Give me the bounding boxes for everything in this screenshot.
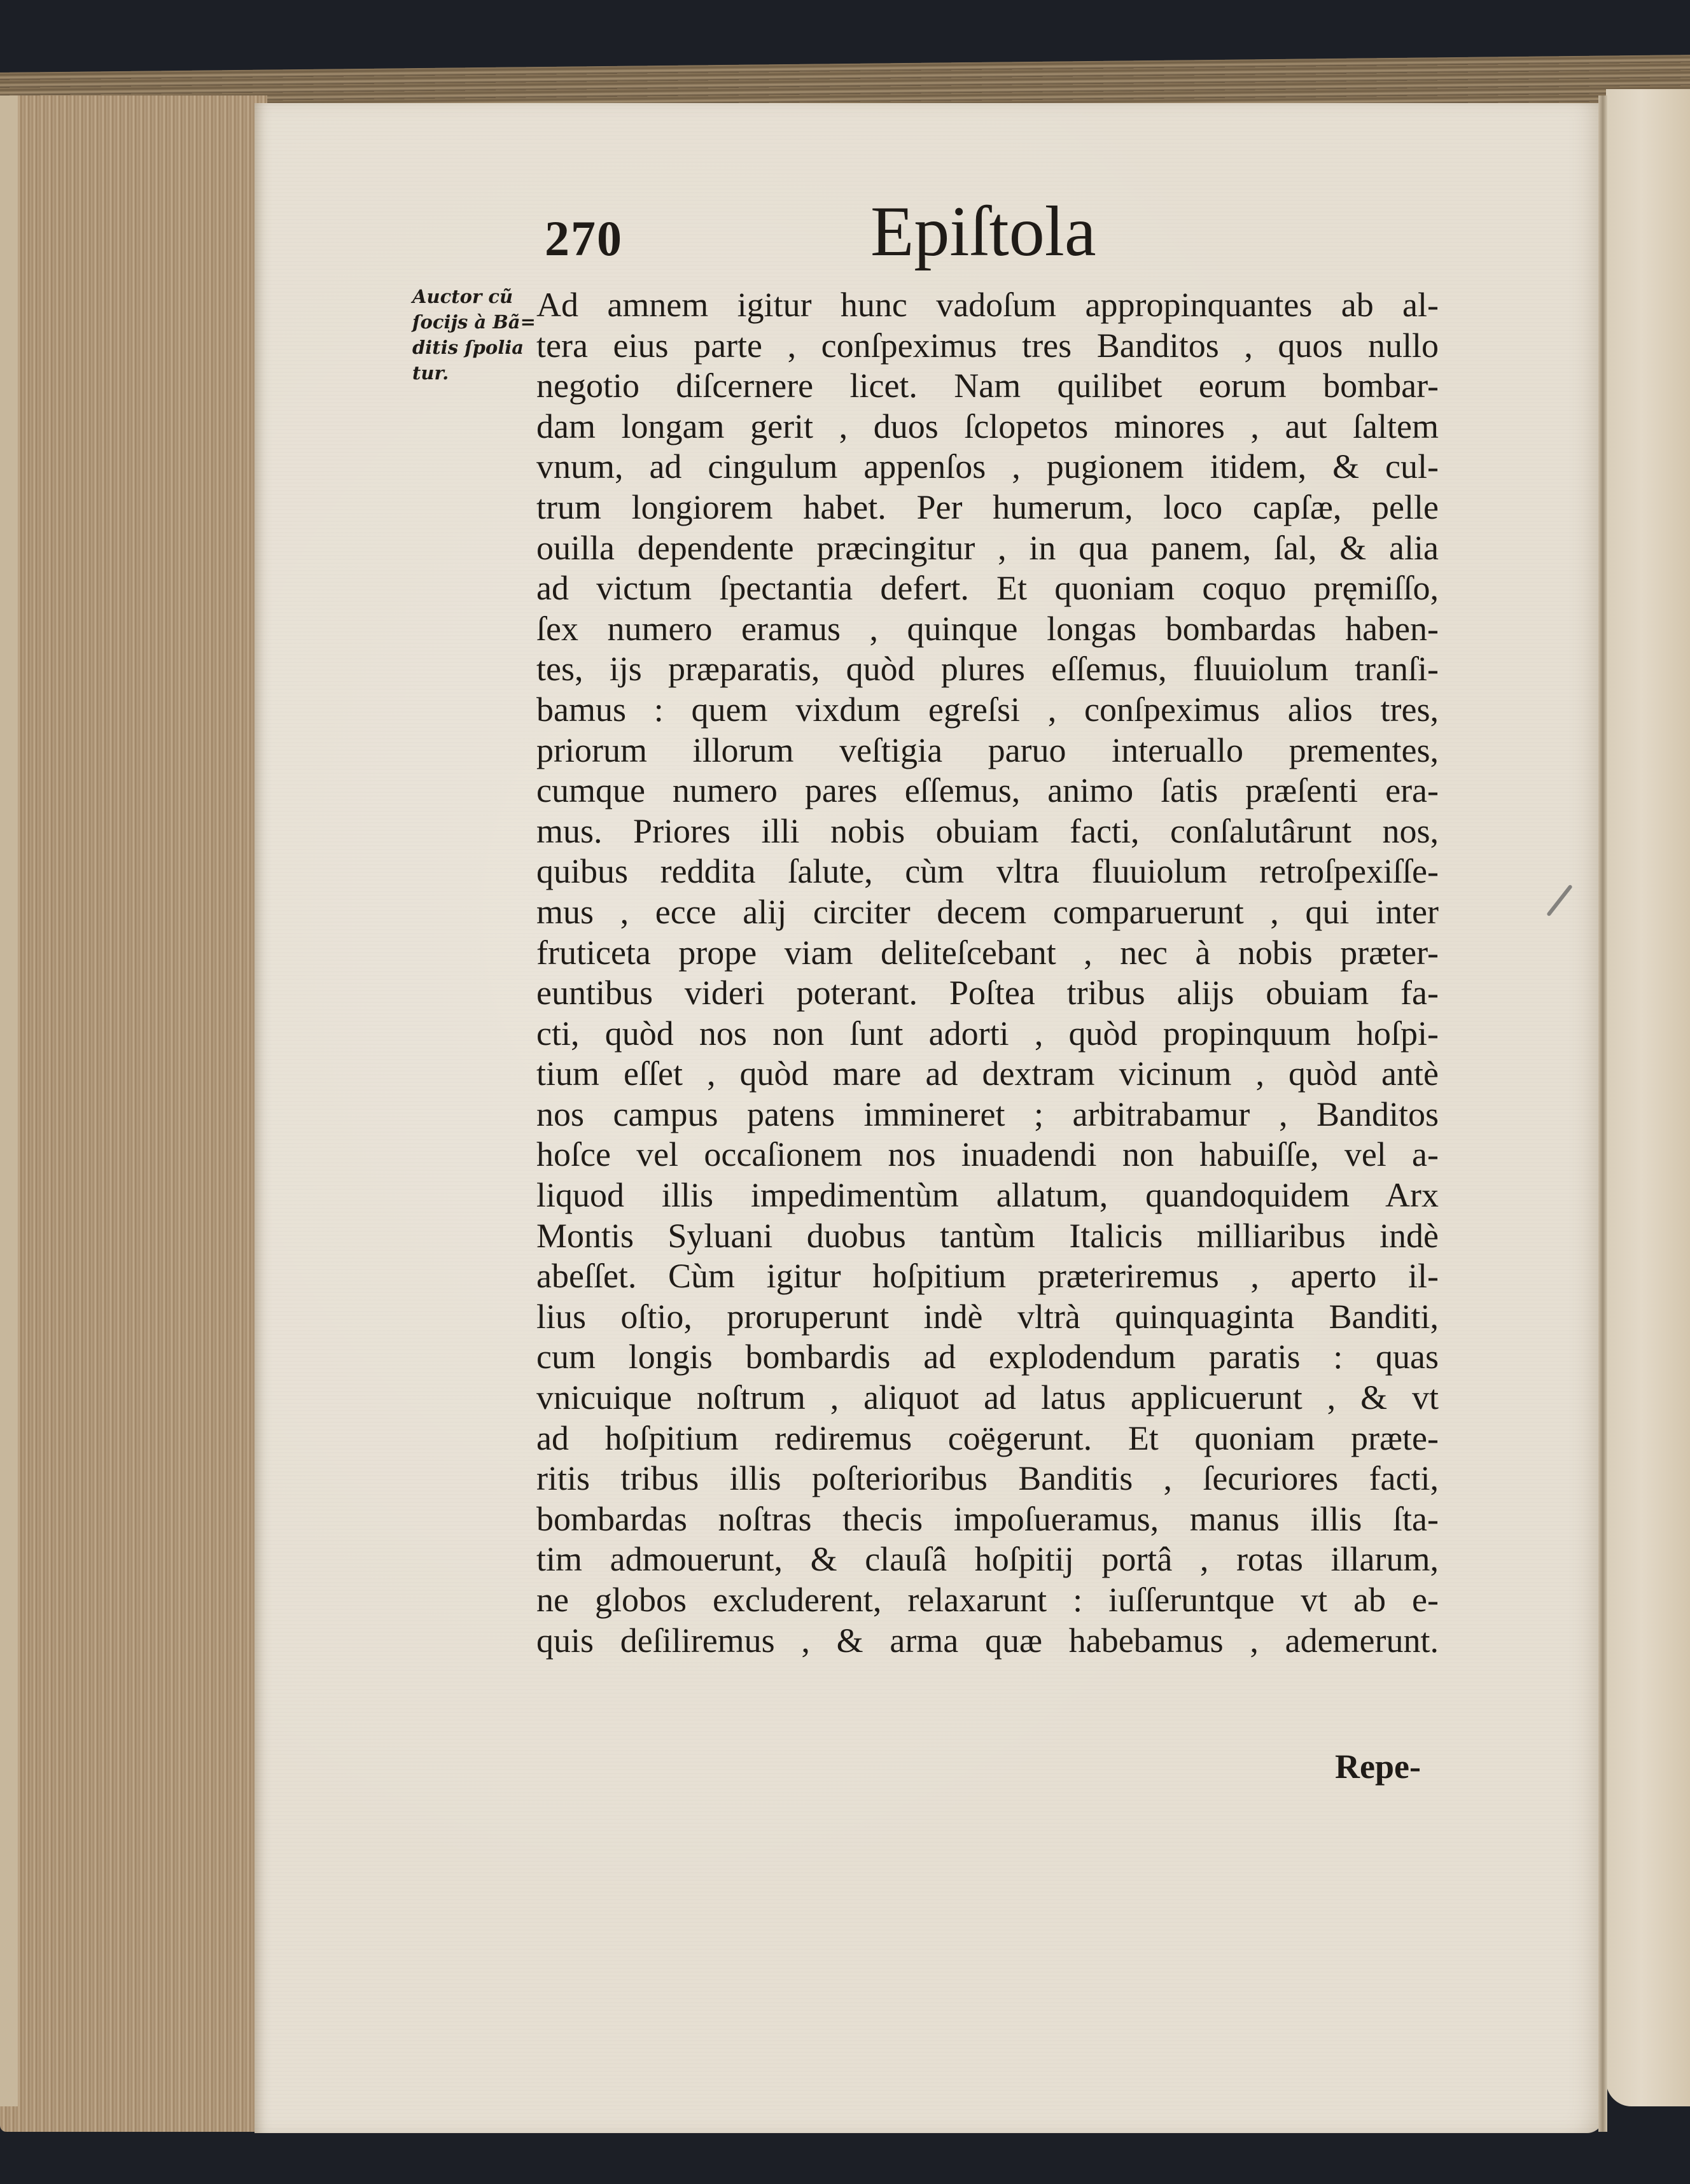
marginal-note-line: ditis ſpolia [412, 337, 524, 358]
text-line: tium eſſet , quòd mare ad dextram vicinum , quòd antè [536, 1054, 1439, 1093]
text-line: mus , ecce alij circiter decem comparuerunt , qui inter [536, 892, 1439, 931]
book-cover-edge [0, 95, 18, 2106]
text-line: dam longam gerit , duos ſclopetos minores , aut ſaltem [536, 407, 1439, 445]
text-line: cumque numero pares eſſemus, animo ſatis præſenti era- [536, 771, 1439, 810]
catchword: Repe- [1335, 1747, 1421, 1786]
text-line: ſex numero eramus , quinque longas bombardas haben- [536, 609, 1439, 648]
text-line: vnum, ad cingulum appenſos , pugionem itidem, & cul- [536, 447, 1439, 486]
text-line: quis deſiliremus , & arma quæ habebamus , ademerunt. [536, 1621, 1439, 1660]
text-line: tes, ijs præparatis, quòd plures eſſemus, fluuiolum tranſi- [536, 650, 1439, 689]
page-stack-edge [0, 95, 267, 2132]
text-line: ritis tribus illis poſterioribus Banditis , ſecuriores facti, [536, 1459, 1439, 1498]
text-line: cum longis bombardis ad explodendum paratis : quas [536, 1338, 1439, 1376]
text-line: nos campus patens immineret ; arbitrabamur , Banditos [536, 1095, 1439, 1133]
text-line: abeſſet. Cùm igitur hoſpitium præteriremus , aperto il- [536, 1257, 1439, 1296]
marginal-note-line: ſocijs à Bã= [412, 311, 536, 333]
text-line: ad victum ſpectantia defert. Et quoniam coquo pręmiſſo, [536, 569, 1439, 608]
text-line: negotio diſcernere licet. Nam quilibet eorum bombar- [536, 367, 1439, 405]
text-line: hoſce vel occaſionem nos inuadendi non habuiſſe, vel a- [536, 1135, 1439, 1174]
text-line: ne globos excluderent, relaxarunt : iuſſeruntque vt ab e- [536, 1581, 1439, 1619]
text-line: Montis Syluani duobus tantùm Italicis milliaribus indè [536, 1216, 1439, 1255]
text-line: tera eius parte , conſpeximus tres Banditos , quos nullo [536, 326, 1439, 365]
text-line: lius oſtio, proruperunt indè vltrà quinquaginta Banditi, [536, 1297, 1439, 1336]
text-line: mus. Priores illi nobis obuiam facti, conſalutârunt nos, [536, 811, 1439, 850]
text-line: cti, quòd nos non ſunt adorti , quòd propinquum hoſpi- [536, 1014, 1439, 1053]
page-number: 270 [545, 211, 623, 266]
body-text [536, 285, 1439, 1661]
text-line: quibus reddita ſalute, cùm vltra fluuiolum retroſpexiſſe- [536, 852, 1439, 891]
text-line: vnicuique noſtrum , aliquot ad latus applicuerunt , & vt [536, 1378, 1439, 1417]
text-line: trum longiorem habet. Per humerum, loco capſæ, pelle [536, 487, 1439, 526]
marginal-note-line: Auctor cũ [412, 286, 513, 307]
text-line: bombardas noſtras thecis impoſueramus, manus illis ſta- [536, 1499, 1439, 1538]
marginal-note-line: tur. [412, 362, 449, 384]
text-line: Ad amnem igitur hunc vadoſum appropinquantes ab al- [536, 286, 1439, 324]
facing-page [1606, 89, 1690, 2106]
text-line: ad hoſpitium rediremus coëgerunt. Et quoniam præte- [536, 1418, 1439, 1457]
text-line: tim admouerunt, & clauſâ hoſpitij portâ , rotas illarum, [536, 1540, 1439, 1579]
marginal-note [412, 284, 536, 386]
text-line: ouilla dependente præcingitur , in qua panem, ſal, & alia [536, 528, 1439, 567]
text-line: liquod illis impedimentùm allatum, quandoquidem Arx [536, 1176, 1439, 1215]
running-head: Epiſtola [870, 192, 1096, 271]
gutter-fold [1598, 95, 1607, 2132]
text-line: fruticeta prope viam deliteſcebant , nec à nobis præter- [536, 933, 1439, 972]
text-line: euntibus videri poterant. Poſtea tribus alijs obuiam fa- [536, 974, 1439, 1012]
text-line: bamus : quem vixdum egreſsi , conſpeximus alios tres, [536, 690, 1439, 729]
text-line: priorum illorum veſtigia paruo interuallo prementes, [536, 731, 1439, 769]
